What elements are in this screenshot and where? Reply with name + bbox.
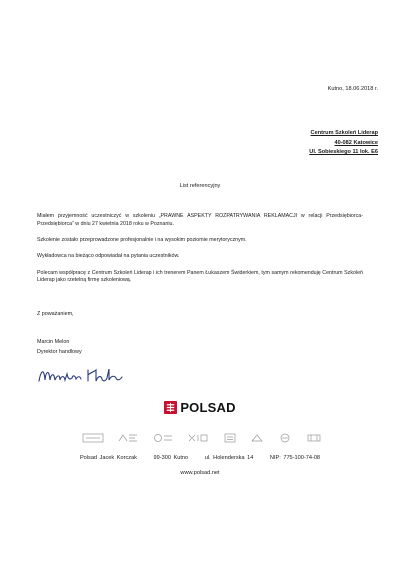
polsad-logo [0, 400, 400, 415]
cert-mark-icon [306, 433, 322, 443]
footer-postal-city: 99-300 Kutno [153, 455, 189, 461]
certification-marks [82, 432, 322, 444]
signer-block [37, 337, 82, 357]
cert-mark-icon [223, 433, 237, 443]
footer-street: ul. Holenderska 14 [204, 455, 254, 461]
cert-mark-icon [187, 433, 209, 443]
recipient-city: 40-082 Katowice [334, 139, 378, 146]
recipient-street: Ul. Sobieskiego 11 lok. E6 [309, 149, 378, 155]
handwritten-signature [36, 362, 126, 388]
cert-mark-icon [152, 433, 174, 443]
recipient-address [309, 129, 378, 158]
cert-mark-icon [250, 433, 264, 443]
footer-nip: NIP: 775-100-74-08 [269, 455, 321, 461]
polsad-emblem-icon [164, 401, 177, 414]
paragraph-4: Polecam współpracę z Centrum Szkoleń Liderap i ich trenerem Panem Łukaszem Świderkiem, tym samym rekomenduję Centrum Szkoleń Liderap jako rzetelną firmę szkoleniową. [37, 269, 363, 284]
paragraph-1: Miałem przyjemność uczestniczyć w szkoleniu „PRAWNE ASPEKTY ROZPATRYWANIA REKLAMACJI w relacji Przedsiębiorca-Przedsiębiorca” w dniu 27 kwietnia 2018 roku w Poznaniu. [37, 213, 363, 227]
cert-mark-icon [277, 433, 293, 443]
signer-title: Dyrektor handlowy [37, 349, 82, 355]
cert-mark-icon [117, 433, 139, 443]
letter-heading: List referencyjny [179, 183, 221, 189]
paragraph-3: Wykładowca na bieżąco odpowiadał na pytania uczestników. [37, 253, 180, 260]
cert-mark-icon [82, 433, 104, 443]
letter-closing: Z poważaniem, [37, 311, 74, 317]
letter-date: Kutno, 18.06.2018 r. [327, 86, 378, 92]
company-website: www.polsad.net [180, 470, 220, 476]
signer-name: Marcin Melon [37, 339, 70, 345]
paragraph-2: Szkolenie zostało przeprowadzone profesjonalnie i na wysokim poziomie merytorycznym. [37, 236, 247, 243]
polsad-logo-text: POLSAD [180, 400, 236, 415]
recipient-name: Centrum Szkoleń Liderap [310, 130, 378, 136]
company-footer [0, 455, 400, 461]
letter-body [37, 213, 363, 294]
footer-company-name: Polsad Jacek Korczak [79, 455, 137, 461]
